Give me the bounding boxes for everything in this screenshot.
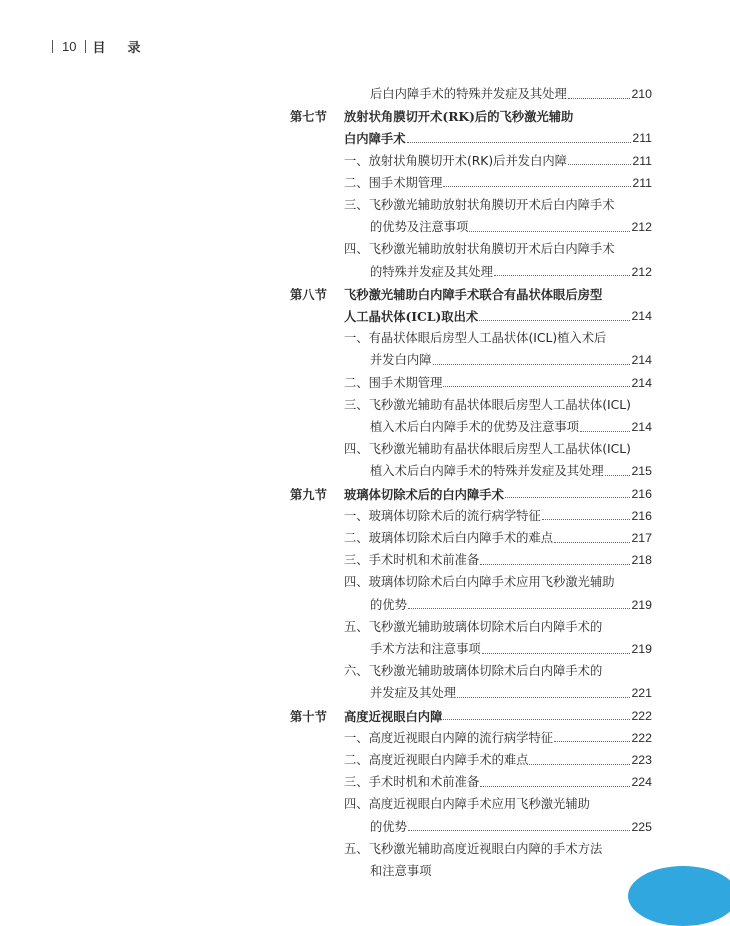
toc-entry bbox=[290, 151, 652, 172]
toc-page-number: 210 bbox=[631, 87, 652, 101]
toc-entry bbox=[290, 683, 652, 704]
toc-page-number: 216 bbox=[631, 486, 652, 501]
toc-entry-text: 高度近视眼白内障 bbox=[344, 708, 443, 724]
toc-page-number: 215 bbox=[631, 464, 652, 479]
toc-page-number: 212 bbox=[631, 264, 652, 279]
dot-leader bbox=[568, 97, 631, 99]
toc-page-number: 216 bbox=[631, 508, 652, 523]
toc-page-number: 214 bbox=[631, 353, 652, 368]
toc-entry-line bbox=[370, 595, 652, 616]
dot-leader bbox=[457, 696, 630, 698]
dot-leader bbox=[554, 541, 630, 543]
toc-page-number: 211 bbox=[632, 131, 652, 146]
toc-entry-text: 的特殊并发症及其处理 bbox=[370, 264, 493, 279]
toc-entry-line bbox=[344, 528, 652, 549]
toc-entry bbox=[290, 306, 652, 327]
toc-entry-text: 玻璃体切除术后的白内障手术 bbox=[344, 486, 504, 502]
toc-entry-text: 手术方法和注意事项 bbox=[370, 642, 481, 656]
toc-page-number: 225 bbox=[631, 819, 652, 834]
toc-entry bbox=[290, 639, 652, 660]
toc-entry-text: 二、围手术期管理 bbox=[344, 375, 443, 390]
toc-entry-line bbox=[344, 550, 652, 571]
toc-page-number: 217 bbox=[631, 531, 652, 545]
toc-entry-line bbox=[344, 395, 652, 416]
toc-page-number: 219 bbox=[631, 597, 652, 612]
toc-entry bbox=[290, 395, 652, 416]
toc-entry-text: 四、飞秒激光辅助放射状角膜切开术后白内障手术 bbox=[344, 242, 615, 257]
dot-leader bbox=[542, 518, 631, 520]
toc-entry-line bbox=[370, 417, 652, 438]
toc-section-label: 第七节 bbox=[290, 109, 327, 125]
toc-entry-text: 二、围手术期管理 bbox=[344, 175, 443, 190]
toc-entry-text: 三、手术时机和术前准备 bbox=[344, 775, 480, 790]
toc-page-number: 212 bbox=[631, 220, 652, 235]
toc-entry-text: 并发症及其处理 bbox=[370, 686, 457, 701]
toc-entry-line bbox=[344, 173, 652, 194]
toc-entry-line bbox=[344, 128, 652, 149]
dot-leader bbox=[407, 141, 632, 143]
toc-entry bbox=[290, 195, 652, 216]
toc-entry bbox=[290, 328, 652, 349]
toc-entry bbox=[290, 173, 652, 194]
toc-entry-line bbox=[344, 661, 652, 682]
dot-leader bbox=[480, 785, 630, 787]
dot-leader bbox=[505, 496, 631, 498]
toc-page-number: 211 bbox=[632, 153, 652, 168]
toc-page-number: 222 bbox=[631, 730, 652, 745]
toc-entry bbox=[290, 439, 652, 460]
dot-leader bbox=[443, 718, 630, 720]
toc-entry bbox=[290, 817, 652, 838]
dot-leader bbox=[482, 652, 631, 654]
page-title: 目录 bbox=[92, 40, 163, 56]
toc-entry-text: 四、高度近视眼白内障手术应用飞秒激光辅助 bbox=[344, 797, 590, 812]
toc-page-number: 214 bbox=[631, 420, 652, 434]
toc-entry-line bbox=[344, 794, 652, 815]
toc-entry-line bbox=[344, 772, 652, 793]
toc-entry-line bbox=[344, 284, 652, 305]
toc-entry-text: 植入术后白内障手术的优势及注意事项 bbox=[370, 420, 580, 434]
toc-entry bbox=[290, 84, 652, 105]
toc-entry-text: 五、飞秒激光辅助高度近视眼白内障的手术方法 bbox=[344, 841, 603, 856]
toc-entry-text: 一、放射状角膜切开术(RK)后并发白内障 bbox=[344, 153, 567, 168]
toc-entry bbox=[290, 528, 652, 549]
toc-entry-line bbox=[344, 617, 652, 638]
corner-seal bbox=[628, 866, 730, 926]
toc-entry-line bbox=[370, 84, 652, 105]
toc-entry bbox=[290, 861, 652, 882]
toc-page-number: 219 bbox=[631, 642, 652, 656]
toc-entry bbox=[290, 106, 652, 127]
toc-entry-line bbox=[344, 484, 652, 505]
toc-entry bbox=[290, 217, 652, 238]
toc-entry bbox=[290, 484, 652, 505]
dot-leader bbox=[408, 829, 631, 831]
toc-entry bbox=[290, 506, 652, 527]
toc-entry-text: 并发白内障 bbox=[370, 353, 432, 368]
toc-entry-line bbox=[344, 306, 652, 327]
toc-entry-line bbox=[370, 861, 652, 882]
toc-entry-line bbox=[370, 639, 652, 660]
dot-leader bbox=[433, 363, 631, 365]
toc-entry bbox=[290, 128, 652, 149]
toc-section-label: 第九节 bbox=[290, 486, 327, 502]
toc-entry-line bbox=[370, 262, 652, 283]
toc-entry-line bbox=[344, 106, 652, 127]
toc-entry-text: 三、飞秒激光辅助有晶状体眼后房型人工晶状体(ICL) bbox=[344, 397, 631, 412]
toc-entry-text: 的优势 bbox=[370, 597, 407, 612]
toc-entry-line bbox=[344, 728, 652, 749]
dot-leader bbox=[443, 185, 631, 187]
toc-entry-line bbox=[370, 350, 652, 371]
toc-entry bbox=[290, 572, 652, 593]
toc-entry bbox=[290, 417, 652, 438]
toc-entry-line bbox=[370, 683, 652, 704]
toc-entry bbox=[290, 728, 652, 749]
toc-entry bbox=[290, 750, 652, 771]
toc-page-number: 221 bbox=[631, 686, 652, 701]
dot-leader bbox=[529, 763, 630, 765]
toc-entry-text: 的优势 bbox=[370, 819, 407, 834]
toc-entry-text: 一、有晶状体眼后房型人工晶状体(ICL)植入术后 bbox=[344, 331, 607, 346]
toc-entry bbox=[290, 617, 652, 638]
dot-leader bbox=[568, 163, 631, 165]
toc-page-number: 222 bbox=[631, 708, 652, 723]
toc-entry-text: 飞秒激光辅助白内障手术联合有晶状体眼后房型 bbox=[344, 286, 603, 302]
toc-entry-text: 四、飞秒激光辅助有晶状体眼后房型人工晶状体(ICL) bbox=[344, 442, 631, 457]
toc-entry-line bbox=[344, 195, 652, 216]
toc-entry bbox=[290, 595, 652, 616]
toc-entry-line bbox=[344, 572, 652, 593]
toc-entry-line bbox=[344, 151, 652, 172]
dot-leader bbox=[580, 430, 630, 432]
toc-entry bbox=[290, 706, 652, 727]
toc-entry bbox=[290, 373, 652, 394]
toc-entry bbox=[290, 794, 652, 815]
toc-entry bbox=[290, 661, 652, 682]
toc-section-label: 第十节 bbox=[290, 708, 327, 724]
toc-entry-text: 三、飞秒激光辅助放射状角膜切开术后白内障手术 bbox=[344, 198, 615, 212]
toc-entry-line bbox=[344, 839, 652, 860]
toc-entry-line bbox=[344, 506, 652, 527]
toc-entry-text: 的优势及注意事项 bbox=[370, 220, 469, 235]
toc-entry-text: 白内障手术 bbox=[344, 131, 406, 147]
toc-entry bbox=[290, 239, 652, 260]
toc-entry-line bbox=[370, 817, 652, 838]
toc-page-number: 223 bbox=[631, 753, 652, 767]
toc-entry bbox=[290, 284, 652, 305]
toc-entry-text: 二、高度近视眼白内障手术的难点 bbox=[344, 753, 529, 767]
toc-entry-text: 四、玻璃体切除术后白内障手术应用飞秒激光辅助 bbox=[344, 575, 615, 590]
dot-leader bbox=[554, 740, 630, 742]
toc-entry-line bbox=[344, 706, 652, 727]
toc-entry-line bbox=[344, 239, 652, 260]
toc-entry-text: 一、高度近视眼白内障的流行病学特征 bbox=[344, 730, 554, 745]
toc-entry bbox=[290, 262, 652, 283]
toc-entry-text: 人工晶状体(ICL)取出术 bbox=[344, 309, 479, 324]
toc-entry-text: 放射状角膜切开术(RK)后的飞秒激光辅助 bbox=[344, 109, 574, 125]
dot-leader bbox=[480, 563, 630, 565]
toc-entry-line bbox=[344, 439, 652, 460]
toc-entry-text: 植入术后白内障手术的特殊并发症及其处理 bbox=[370, 464, 604, 479]
toc-entry-text: 和注意事项 bbox=[370, 864, 432, 878]
dot-leader bbox=[469, 230, 630, 232]
toc-section-label: 第八节 bbox=[290, 286, 327, 302]
toc-page-number: 211 bbox=[632, 175, 652, 190]
toc-entry-line bbox=[344, 328, 652, 349]
toc-entry-text: 五、飞秒激光辅助玻璃体切除术后白内障手术的 bbox=[344, 619, 603, 634]
toc-entry-text: 二、玻璃体切除术后白内障手术的难点 bbox=[344, 531, 554, 545]
toc-page-number: 214 bbox=[631, 375, 652, 390]
toc-entry-text: 一、玻璃体切除术后的流行病学特征 bbox=[344, 508, 541, 523]
page-number: 10 bbox=[62, 38, 77, 54]
toc-page-number: 218 bbox=[631, 553, 652, 568]
toc-entry-text: 后白内障手术的特殊并发症及其处理 bbox=[370, 87, 567, 101]
toc-entry bbox=[290, 772, 652, 793]
dot-leader bbox=[494, 274, 630, 276]
toc-entry bbox=[290, 839, 652, 860]
dot-leader bbox=[479, 319, 630, 321]
dot-leader bbox=[408, 607, 631, 609]
toc-entry-line bbox=[370, 461, 652, 482]
toc-entry-line bbox=[344, 750, 652, 771]
toc-entry bbox=[290, 350, 652, 371]
dot-leader bbox=[605, 474, 631, 476]
toc-entry-text: 六、飞秒激光辅助玻璃体切除术后白内障手术的 bbox=[344, 664, 603, 679]
toc-entry-line bbox=[344, 373, 652, 394]
toc-entry bbox=[290, 550, 652, 571]
toc-entry-line bbox=[370, 217, 652, 238]
toc-page-number: 224 bbox=[631, 775, 652, 790]
toc-entry bbox=[290, 461, 652, 482]
toc-page-number: 214 bbox=[631, 309, 652, 323]
dot-leader bbox=[443, 385, 630, 387]
toc-entry-text: 三、手术时机和术前准备 bbox=[344, 553, 480, 568]
